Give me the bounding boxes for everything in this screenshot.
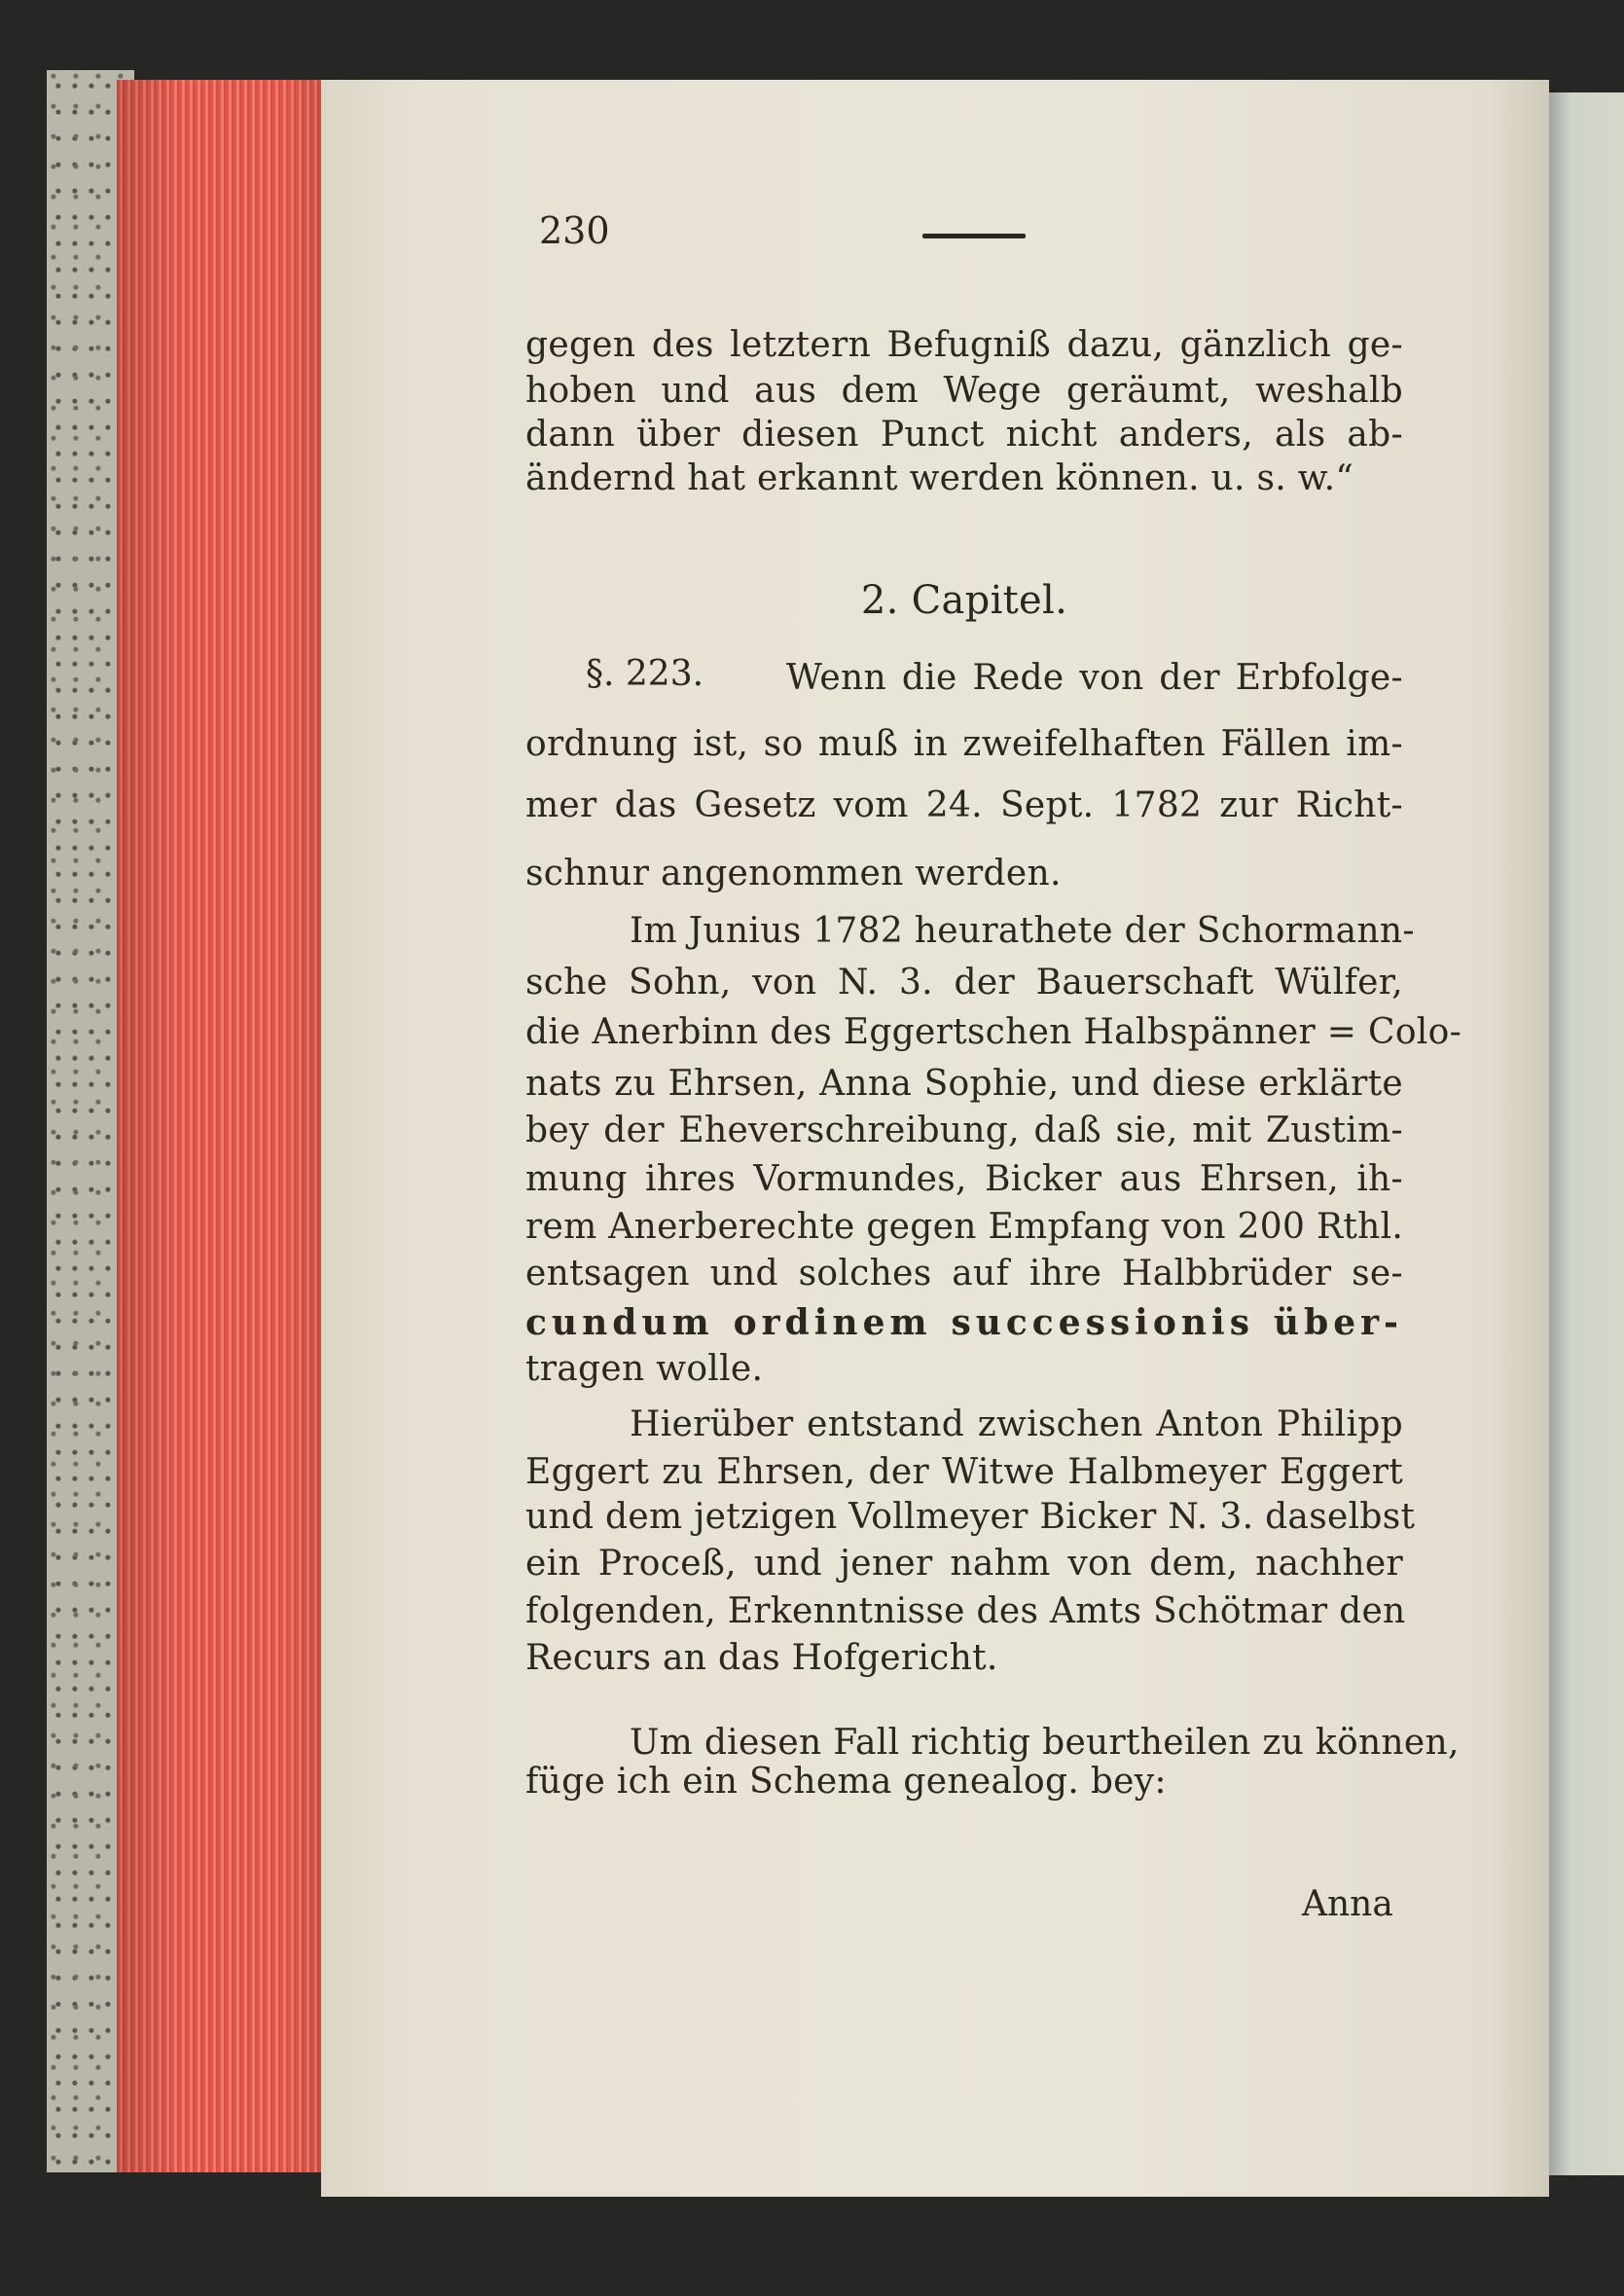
text-line: Recurs an das Hofgericht. bbox=[525, 1638, 998, 1678]
catchword: Anna bbox=[1302, 1884, 1393, 1924]
text-line: die Anerbinn des Eggertschen Halbspänner = Colo- bbox=[525, 1012, 1462, 1052]
text-line: Um diesen Fall richtig beurtheilen zu können, bbox=[630, 1723, 1460, 1763]
facing-page-edge bbox=[1547, 92, 1624, 2175]
text-line: entsagen und solches auf ihre Halbbrüder se- bbox=[525, 1254, 1403, 1294]
chapter-title: 2. Capitel. bbox=[860, 578, 1068, 623]
page-number: 230 bbox=[539, 209, 610, 252]
text-line: hoben und aus dem Wege geräumt, weshalb bbox=[525, 371, 1403, 411]
text-line: ändernd hat erkannt werden können. u. s. w.“ bbox=[525, 458, 1354, 498]
text-line: mung ihres Vormundes, Bicker aus Ehrsen, ih- bbox=[525, 1159, 1403, 1199]
text-line-latin: cundum ordinem successionis über- bbox=[525, 1302, 1403, 1343]
text-line: füge ich ein Schema genealog. bey: bbox=[525, 1762, 1167, 1802]
text-line: tragen wolle. bbox=[525, 1349, 764, 1389]
text-line: Im Junius 1782 heurathete der Schormann- bbox=[630, 911, 1415, 951]
text-line: mer das Gesetz vom 24. Sept. 1782 zur Richt- bbox=[525, 785, 1403, 825]
text-line: Hierüber entstand zwischen Anton Philipp bbox=[630, 1404, 1403, 1444]
text-line: gegen des letztern Befugniß dazu, gänzlich ge- bbox=[525, 325, 1403, 365]
text-line: ordnung ist, so muß in zweifelhaften Fällen im- bbox=[525, 724, 1403, 764]
text-line: sche Sohn, von N. 3. der Bauerschaft Wülfer, bbox=[525, 963, 1403, 1002]
text-line: ein Proceß, und jener nahm von dem, nachher bbox=[525, 1544, 1403, 1584]
header-rule bbox=[922, 234, 1026, 238]
text-line: und dem jetzigen Vollmeyer Bicker N. 3. daselbst bbox=[525, 1497, 1416, 1537]
text-line: bey der Eheverschreibung, daß sie, mit Zustim- bbox=[525, 1111, 1403, 1150]
page-edges-shading bbox=[117, 80, 326, 2172]
text-line: dann über diesen Punct nicht anders, als ab- bbox=[525, 415, 1403, 455]
text-line: Eggert zu Ehrsen, der Witwe Halbmeyer Eggert bbox=[525, 1452, 1403, 1492]
section-label: §. 223. bbox=[586, 654, 704, 694]
text-line: nats zu Ehrsen, Anna Sophie, und diese erklärte bbox=[525, 1064, 1403, 1104]
text-line: rem Anerberechte gegen Empfang von 200 Rthl. bbox=[525, 1207, 1404, 1247]
text-line: folgenden, Erkenntnisse des Amts Schötmar den bbox=[525, 1591, 1406, 1631]
text-line: Wenn die Rede von der Erbfolge- bbox=[786, 658, 1403, 698]
text-line: schnur angenommen werden. bbox=[525, 854, 1062, 893]
